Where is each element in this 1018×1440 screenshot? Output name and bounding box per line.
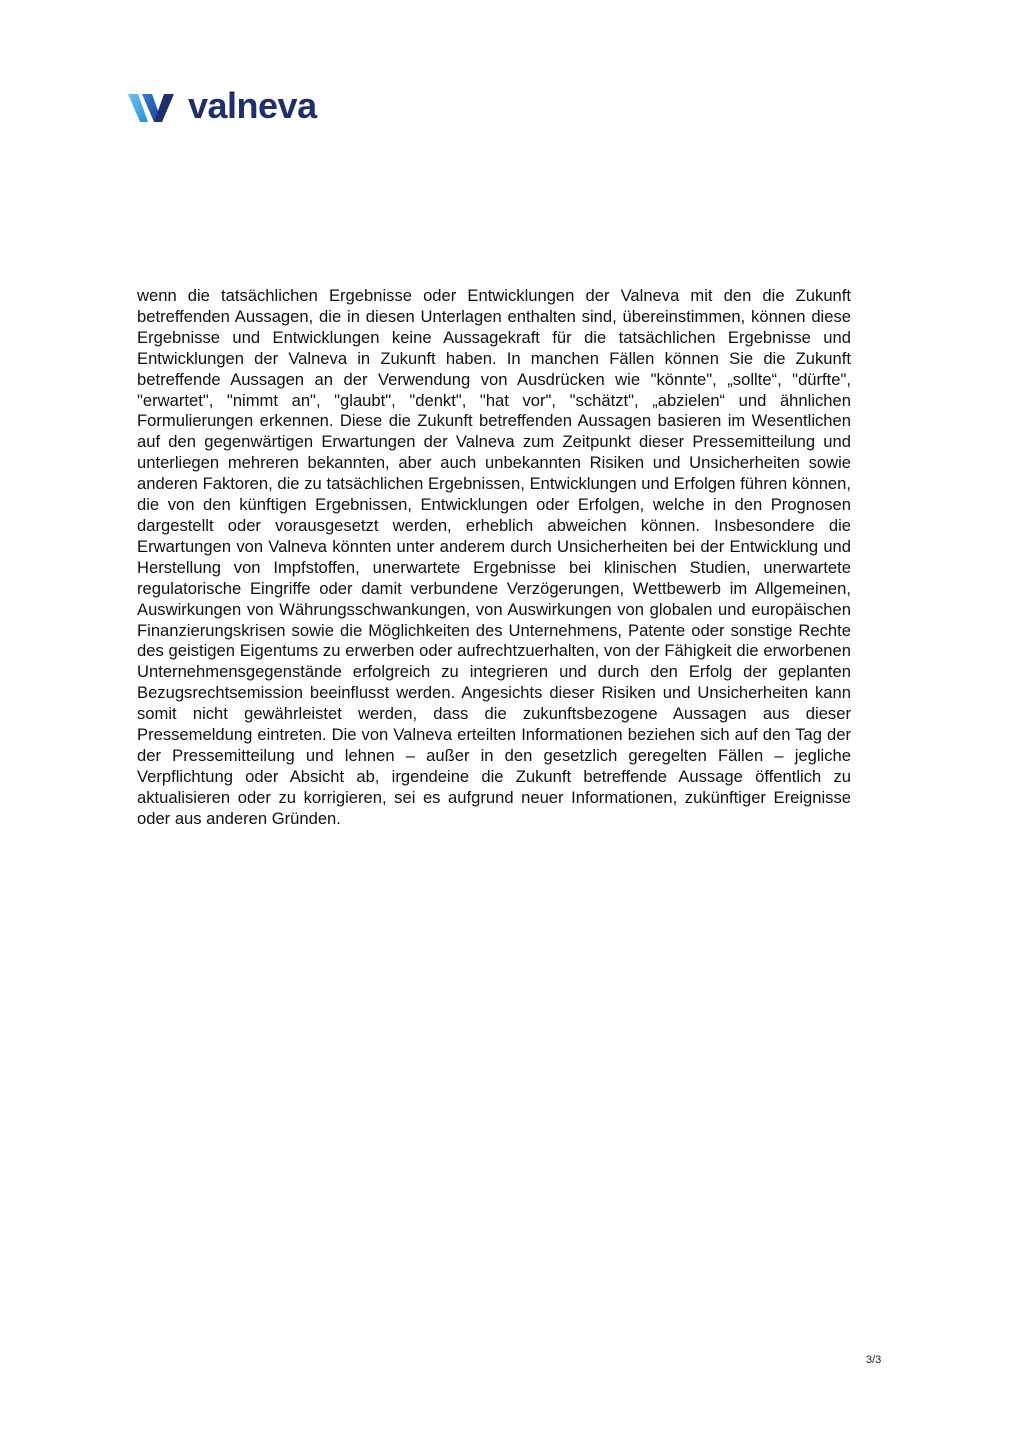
valneva-logo <box>128 85 348 128</box>
page-number: 3/3 <box>866 1354 882 1366</box>
valneva-logo-mark-icon <box>128 92 186 124</box>
disclaimer-paragraph: wenn die tatsächlichen Ergebnisse oder Entwicklungen der Valneva mit den die Zukunft betreffenden Aussagen, die in diesen Unterlagen enthalten sind, übereinstimmen, können diese Ergebnisse und Entwicklungen keine Aussagekraft für die tatsächlichen Ergebnisse und Entwicklungen der Valneva in Zukunft haben. In manchen Fällen können Sie die Zukunft betreffende Aussagen an der Verwendung von Ausdrücken wie "könnte", „sollte“, "dürfte", "erwartet", "nimmt an", "glaubt", "denkt", "hat vor", "schätzt", „abzielen“ und ähnlichen Formulierungen erkennen. Diese die Zukunft betreffenden Aussagen basieren im Wesentlichen auf den gegenwärtigen Erwartungen der Valneva zum Zeitpunkt dieser Pressemitteilung und unterliegen mehreren bekannten, aber auch unbekannten Risiken und Unsicherheiten sowie anderen Faktoren, die zu tatsächlichen Ergebnissen, Entwicklungen und Erfolgen führen können, die von den künftigen Ergebnissen, Entwicklungen oder Erfolgen, welche in den Prognosen dargestellt oder vorausgesetzt werden, erheblich abweichen können. Insbesondere die Erwartungen von Valneva könnten unter anderem durch Unsicherheiten bei der Entwicklung und Herstellung von Impfstoffen, unerwartete Ergebnisse bei klinischen Studien, unerwartete regulatorische Eingriffe oder damit verbundene Verzögerungen, Wettbewerb im Allgemeinen, Auswirkungen von Währungsschwankungen, von Auswirkungen von globalen und europäischen Finanzierungskrisen sowie die Möglichkeiten des Unternehmens, Patente oder sonstige Rechte des geistigen Eigentums zu erwerben oder aufrechtzuerhalten, von der Fähigkeit die erworbenen Unternehmensgegenstände erfolgreich zu integrieren und durch den Erfolg der geplanten Bezugsrechtsemission beeinflusst werden. Angesichts dieser Risiken und Unsicherheiten kann somit nicht gewährleistet werden, dass die zukunftsbezogene Aussagen aus dieser Pressemeldung eintreten. Die von Valneva erteilten Informationen beziehen sich auf den Tag der der Pressemitteilung und lehnen – außer in den gesetzlich geregelten Fällen – jegliche Verpflichtung oder Absicht ab, irgendeine die Zukunft betreffende Aussage öffentlich zu aktualisieren oder zu korrigieren, sei es aufgrund neuer Informationen, zukünftiger Ereignisse oder aus anderen Gründen. <box>137 286 851 828</box>
logo-wordmark: valneva <box>188 85 317 126</box>
